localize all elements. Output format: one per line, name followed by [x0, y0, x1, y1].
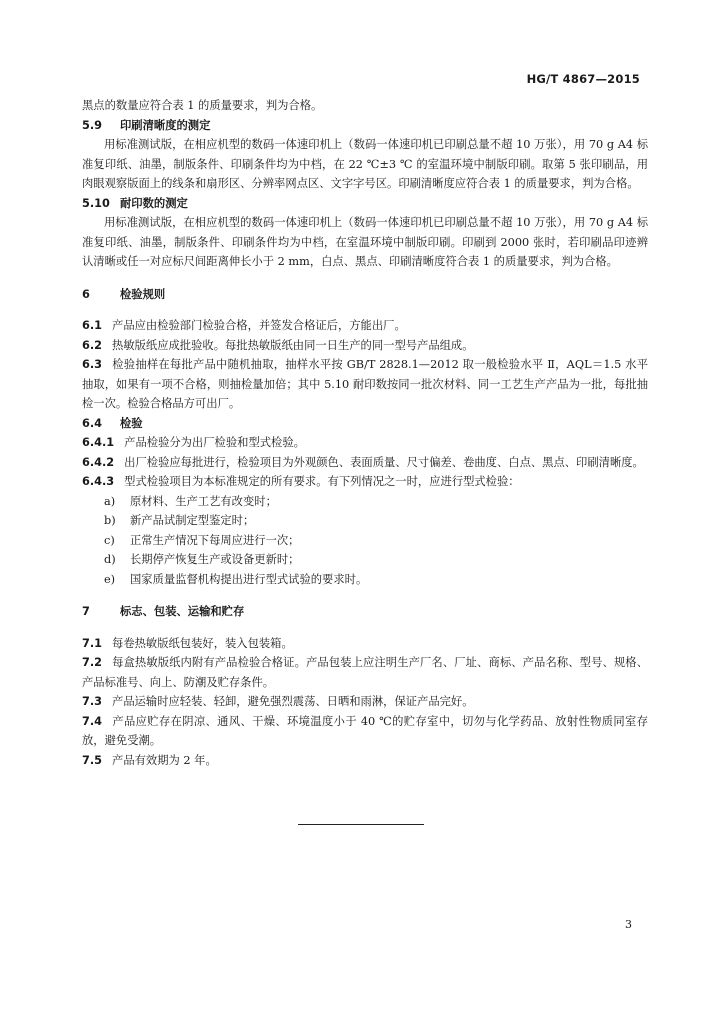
clause-text: 出厂检验应每批进行，检验项目为外观颜色、表面质量、尺寸偏差、卷曲度、白点、黑点、印刷清晰度。: [124, 455, 644, 469]
end-rule-divider: [298, 824, 424, 825]
heading-6-4: [82, 414, 648, 434]
heading-title: 标志、包装、运输和贮存: [120, 605, 245, 618]
clause-6-1: [82, 316, 648, 336]
clause-number: 6.1: [82, 319, 103, 332]
clause-7-3: [82, 692, 648, 712]
clause-text: 产品有效期为 2 年。: [112, 753, 217, 767]
clause-number: 6.4.1: [82, 436, 115, 449]
list-marker: b): [104, 514, 116, 527]
paragraph-5-10: 用标准测试版，在相应机型的数码一体速印机上（数码一体速印机已印刷总量不超 10 万张），用 70 g A4 标准复印纸、油墨，制版条件、印刷条件均为中档，在室温环境中制版印刷。印刷到 2000 张时，若印刷品印迹辨认清晰或任一对应标尺间距离伸长小于 2 mm，白点、黑点、印刷清晰度符合表 1 的质量要求，判为合格。: [82, 216, 648, 268]
heading-section-7: [82, 602, 648, 622]
clause-number: 6.4.2: [82, 455, 115, 469]
clause-text: 热敏版纸应成批验收。每批热敏版纸由同一日生产的同一型号产品组成。: [112, 338, 474, 352]
clause-text: 每盒热敏版纸内附有产品检验合格证。产品包装上应注明生产厂名、厂址、商标、产品名称、型号、规格、产品标准号、向上、防潮及贮存条件。: [82, 656, 648, 689]
list-item: [82, 570, 648, 590]
clause-7-4: [82, 712, 648, 751]
list-item: [82, 550, 648, 570]
clause-text: 产品应由检验部门检验合格，并签发合格证后，方能出厂。: [112, 319, 406, 332]
list-marker: e): [104, 572, 116, 586]
list-item: [82, 531, 648, 551]
heading-title: 检验: [120, 416, 143, 430]
clause-6-3: [82, 355, 648, 414]
clause-number: 7.4: [82, 714, 103, 728]
heading-5-10: [82, 194, 648, 214]
clause-7-5: [82, 751, 648, 771]
standard-code-header: HG/T 4867—2015: [526, 72, 640, 86]
continued-paragraph: 黑点的数量应符合表 1 的质量要求，判为合格。: [82, 99, 323, 112]
heading-number: 5.10: [82, 196, 110, 210]
list-text: 原材料、生产工艺有改变时；: [130, 494, 277, 508]
clause-7-1: [82, 634, 648, 654]
list-text: 正常生产情况下每周应进行一次；: [130, 533, 300, 547]
clause-6-2: [82, 336, 648, 356]
list-item: [82, 511, 648, 531]
clause-number: 7.5: [82, 753, 103, 767]
heading-title: 检验规则: [120, 287, 166, 301]
list-item: [82, 492, 648, 512]
clause-text: 产品应贮存在阴凉、通风、干燥、环境温度小于 40 ℃的贮存室中，切勿与化学药品、放射性物质同室存放，避免受潮。: [82, 714, 648, 747]
list-marker: d): [104, 553, 116, 566]
list-text: 国家质量监督机构提出进行型式试验的要求时。: [130, 572, 368, 586]
heading-title: 印刷清晰度的测定: [120, 118, 211, 132]
clause-text: 产品检验分为出厂检验和型式检验。: [124, 436, 305, 449]
heading-section-6: [82, 285, 648, 305]
clause-text: 产品运输时应轻装、轻卸，避免强烈震荡、日晒和雨淋，保证产品完好。: [112, 695, 474, 708]
paragraph-5-9: 用标准测试版，在相应机型的数码一体速印机上（数码一体速印机已印刷总量不超 10 万张），用 70 g A4 标准复印纸、油墨，制版条件、印刷条件均为中档，在 22 ℃±3 ℃ 的室温环境中制版印刷。取第 5 张印刷品，用肉眼观察版面上的线条和扇形区、分辨率网点区、文字字号区。印刷清晰度应符合表 1 的质量要求，判为合格。: [82, 138, 648, 190]
clause-text: 检验抽样在每批产品中随机抽取，抽样水平按 GB/T 2828.1—2012 取一般检验水平 Ⅱ，AQL＝1.5 水平抽取，如果有一项不合格，则抽检量加倍；其中 5.10 耐印数按同一批次材料、同一工艺生产产品为一批，每批抽检一次。检验合格品方可出厂。: [82, 358, 648, 410]
heading-number: 5.9: [82, 118, 103, 132]
heading-title: 耐印数的测定: [120, 196, 188, 210]
clause-number: 7.2: [82, 656, 103, 669]
clause-number: 6.2: [82, 338, 103, 352]
clause-6-4-3: [82, 472, 648, 492]
clause-number: 7.1: [82, 636, 103, 650]
list-text: 新产品试制定型鉴定时；: [130, 514, 255, 527]
clause-number: 7.3: [82, 695, 103, 708]
clause-6-4-1: [82, 433, 648, 453]
clause-number: 6.3: [82, 358, 103, 371]
document-body: [82, 96, 648, 770]
heading-number: 6: [82, 287, 90, 301]
heading-number: 7: [82, 605, 90, 618]
clause-text: 每卷热敏版纸包装好，装入包装箱。: [112, 636, 293, 650]
page-number: 3: [625, 918, 632, 931]
clause-text: 型式检验项目为本标准规定的所有要求。有下列情况之一时，应进行型式检验：: [124, 475, 520, 488]
list-marker: a): [104, 494, 116, 508]
list-marker: c): [104, 533, 115, 547]
clause-7-2: [82, 653, 648, 692]
list-text: 长期停产恢复生产或设备更新时；: [130, 553, 300, 566]
clause-number: 6.4.3: [82, 475, 115, 488]
clause-6-4-2: [82, 453, 648, 473]
heading-number: 6.4: [82, 416, 103, 430]
heading-5-9: [82, 116, 648, 136]
